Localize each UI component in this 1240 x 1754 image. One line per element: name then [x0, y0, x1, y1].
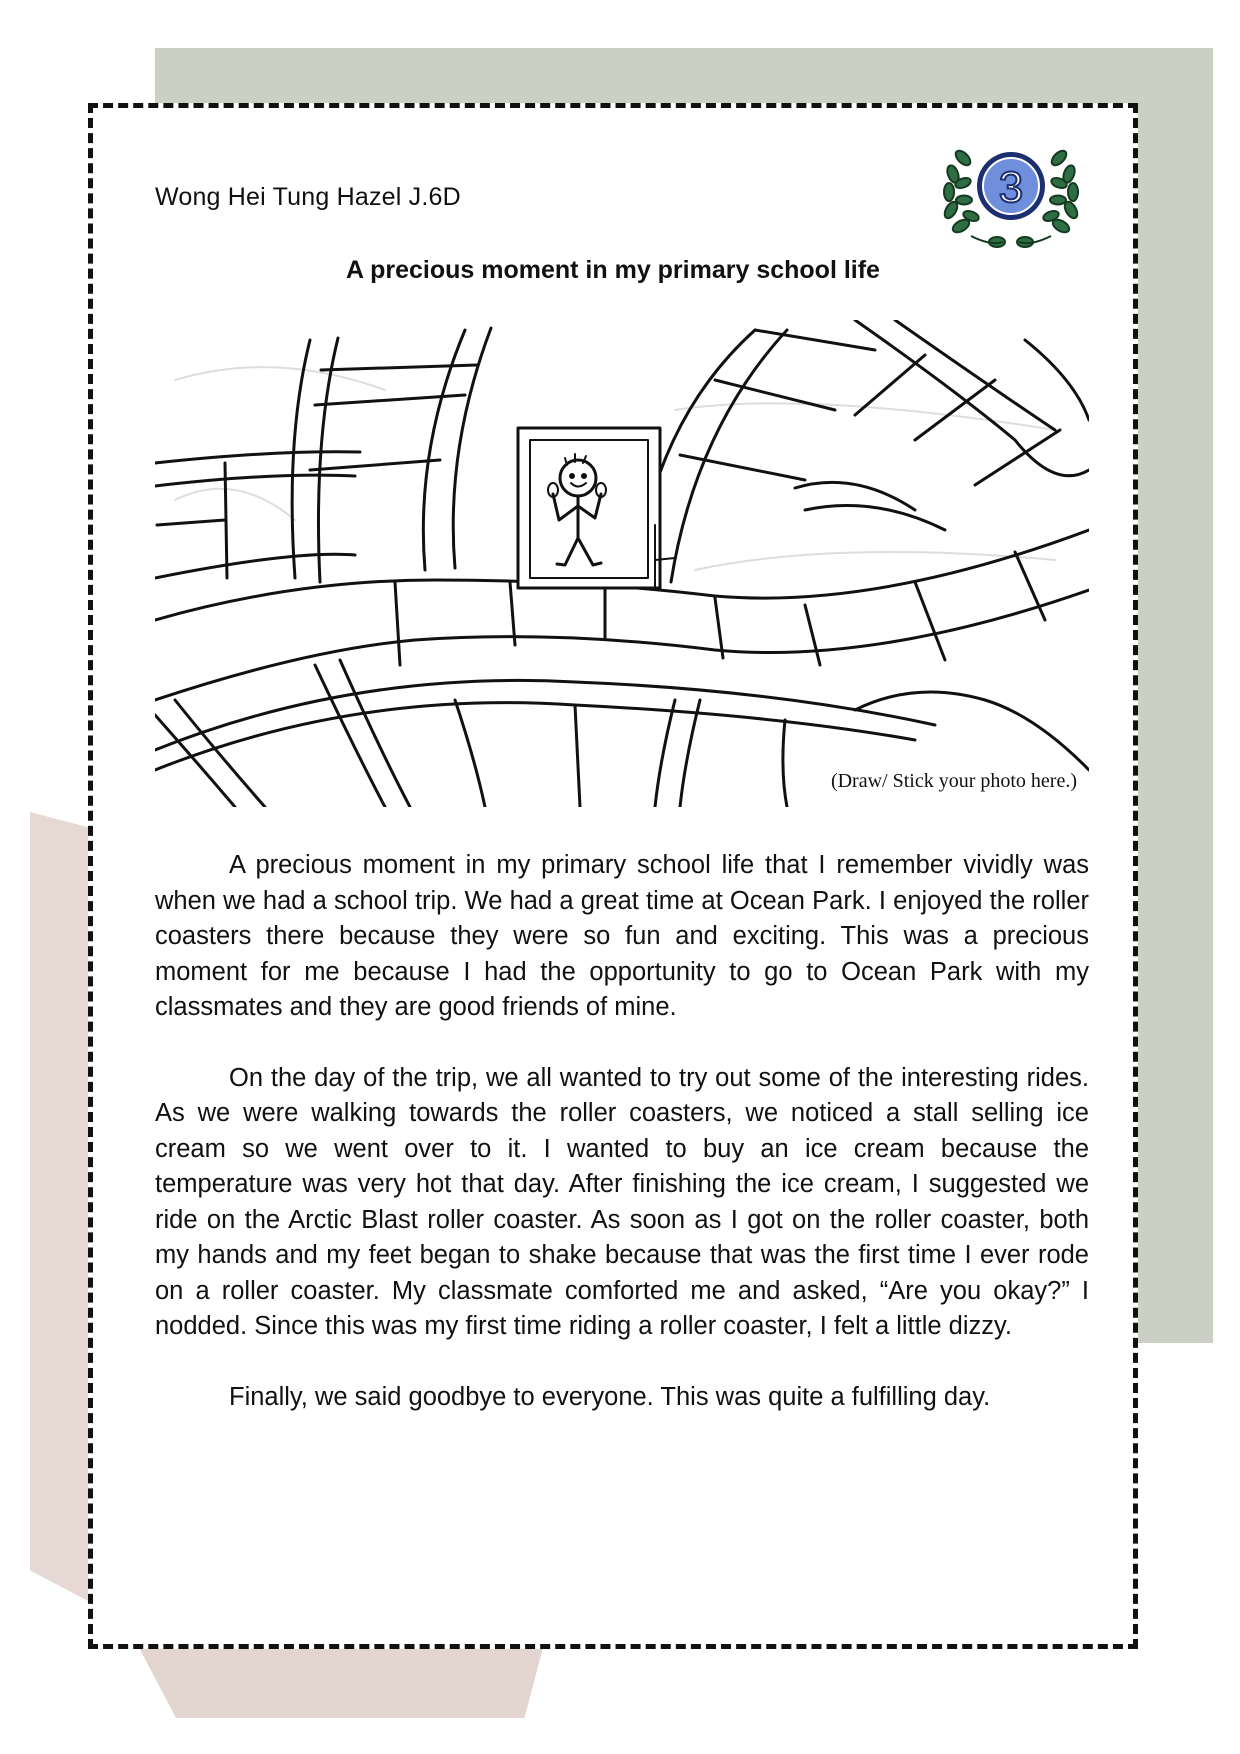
essay-paragraph-2: On the day of the trip, we all wanted to try out some of the interesting rides. As we were walking towards the roller coasters, we noticed a stall selling ice cream so we went over to it. I wanted to buy an ice cream because the temperature was very hot that day. After finishing the ice cream, I suggested we ride on the Arctic Blast roller coaster. As soon as I got on the roller coaster, both my hands and my feet began to shake because that was the first time I ever rode on a roller coaster. My classmate comforted me and asked, “Are you okay?” I nodded. Since this was my first time riding a roller coaster, I felt a little dizzy. — [155, 1063, 1089, 1340]
essay-paragraph-3: Finally, we said goodbye to everyone. This was quite a fulfilling day. — [229, 1382, 991, 1411]
badge-number: 3 — [998, 163, 1024, 212]
essay-title: A precious moment in my primary school life — [346, 256, 880, 284]
background-pink-panel-bottom — [135, 1640, 545, 1718]
essay-paragraph-1: A precious moment in my primary school life that I remember vividly was when we had a school trip. We had a great time at Ocean Park. I enjoyed the roller coasters there because they were so fun and exciting. This was a precious moment for me because I had the opportunity to go to Ocean Park with my classmates and they are good friends of mine. — [155, 851, 1089, 1021]
drawing-area — [155, 320, 1089, 807]
essay-card — [88, 103, 1138, 1649]
rank-badge — [931, 138, 1091, 258]
essay-body — [155, 848, 1089, 1450]
background-pink-panel-left — [30, 812, 90, 1602]
author-line: Wong Hei Tung Hazel J.6D — [155, 183, 461, 211]
laurel-medal-icon — [931, 138, 1091, 258]
drawing-caption: (Draw/ Stick your photo here.) — [827, 770, 1081, 793]
roller-coaster-drawing — [155, 320, 1089, 807]
